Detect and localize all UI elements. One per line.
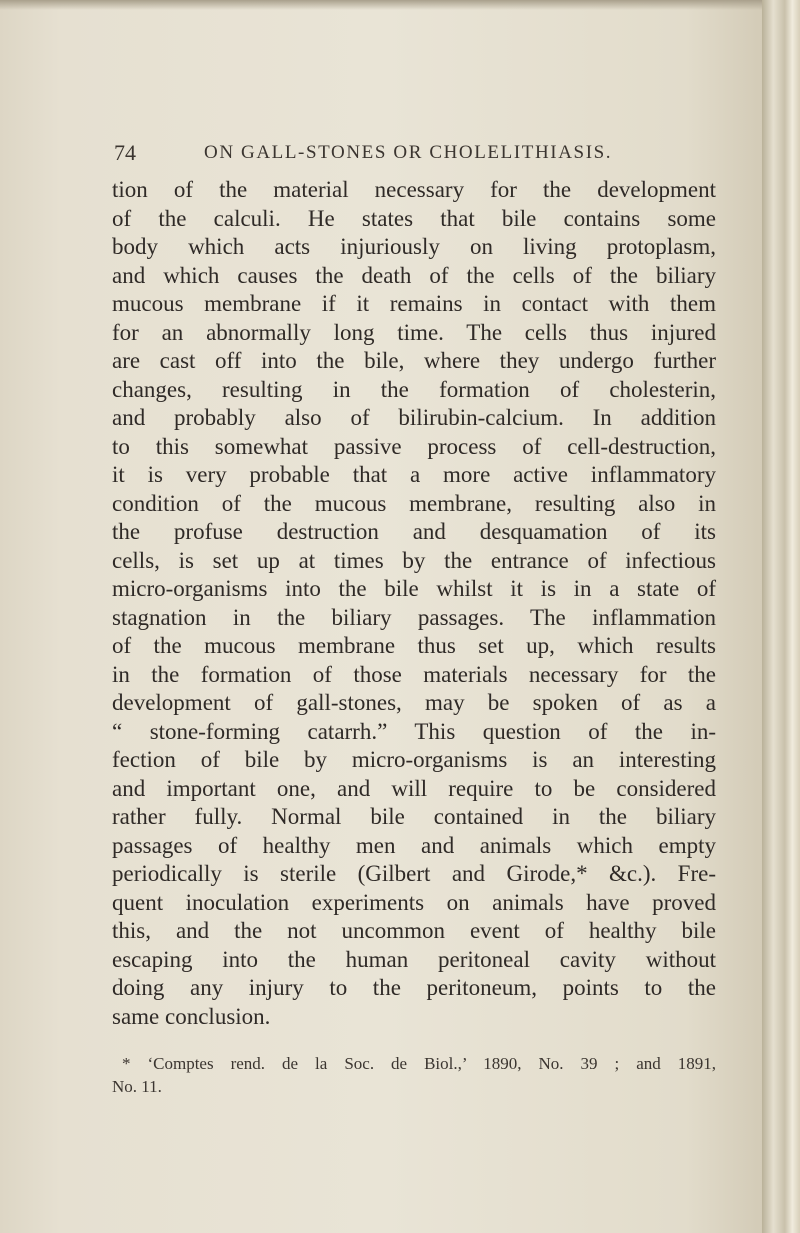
book-gutter	[762, 0, 800, 1233]
text-line: the profuse destruction and desquamation of its	[112, 519, 716, 544]
text-line: quent inoculation experiments on animals have proved	[112, 889, 716, 915]
footnote-line: * ‘Comptes rend. de la Soc. de Biol.,’ 1890, No. 39 ; and 1891,	[122, 1054, 716, 1073]
running-title: ON GALL-STONES OR CHOLELITHIASIS.	[204, 142, 613, 163]
text-line: cells, is set up at times by the entrance of infectious	[112, 547, 716, 573]
text-line: condition of the mucous membrane, resulting also in	[112, 490, 716, 516]
text-line: in the formation of those materials necessary for the	[112, 661, 716, 687]
text-line: stagnation in the biliary passages. The inflammation	[112, 604, 716, 630]
text-line: and important one, and will require to be considered	[112, 775, 716, 801]
footnote	[112, 1052, 716, 1098]
text-line: body which acts injuriously on living protoplasm,	[112, 234, 716, 259]
text-line: this, and the not uncommon event of healthy bile	[112, 918, 716, 943]
body-text	[112, 176, 716, 1031]
text-line: escaping into the human peritoneal cavity without	[112, 946, 716, 972]
text-line: to this somewhat passive process of cell-destruction,	[112, 433, 716, 459]
text-line: development of gall-stones, may be spoken of as a	[112, 690, 716, 715]
footnote-line: No. 11.	[112, 1077, 162, 1096]
text-line: tion of the material necessary for the development	[112, 177, 716, 202]
text-line: for an abnormally long time. The cells thus injured	[112, 319, 716, 345]
text-line: and which causes the death of the cells of the biliary	[112, 262, 716, 288]
text-line: periodically is sterile (Gilbert and Girode,* &c.). Fre-	[112, 861, 716, 886]
text-line: “ stone-forming catarrh.” This question of the in-	[112, 718, 716, 744]
text-line: same conclusion.	[112, 1003, 271, 1029]
text-line: of the mucous membrane thus set up, which results	[112, 633, 716, 658]
page-number: 74	[114, 140, 136, 165]
text-line: micro-organisms into the bile whilst it is in a state of	[112, 576, 716, 601]
text-line: it is very probable that a more active inflammatory	[112, 462, 716, 487]
text-line: rather fully. Normal bile contained in the biliary	[112, 804, 716, 829]
text-line: doing any injury to the peritoneum, points to the	[112, 975, 716, 1000]
text-line: of the calculi. He states that bile contains some	[112, 205, 716, 231]
text-line: mucous membrane if it remains in contact with them	[112, 291, 716, 316]
text-line: are cast off into the bile, where they undergo further	[112, 348, 716, 373]
text-line: changes, resulting in the formation of cholesterin,	[112, 376, 716, 402]
text-line: fection of bile by micro-organisms is an interesting	[112, 747, 716, 772]
text-line: and probably also of bilirubin-calcium. In addition	[112, 405, 716, 430]
text-line: passages of healthy men and animals which empty	[112, 832, 716, 858]
